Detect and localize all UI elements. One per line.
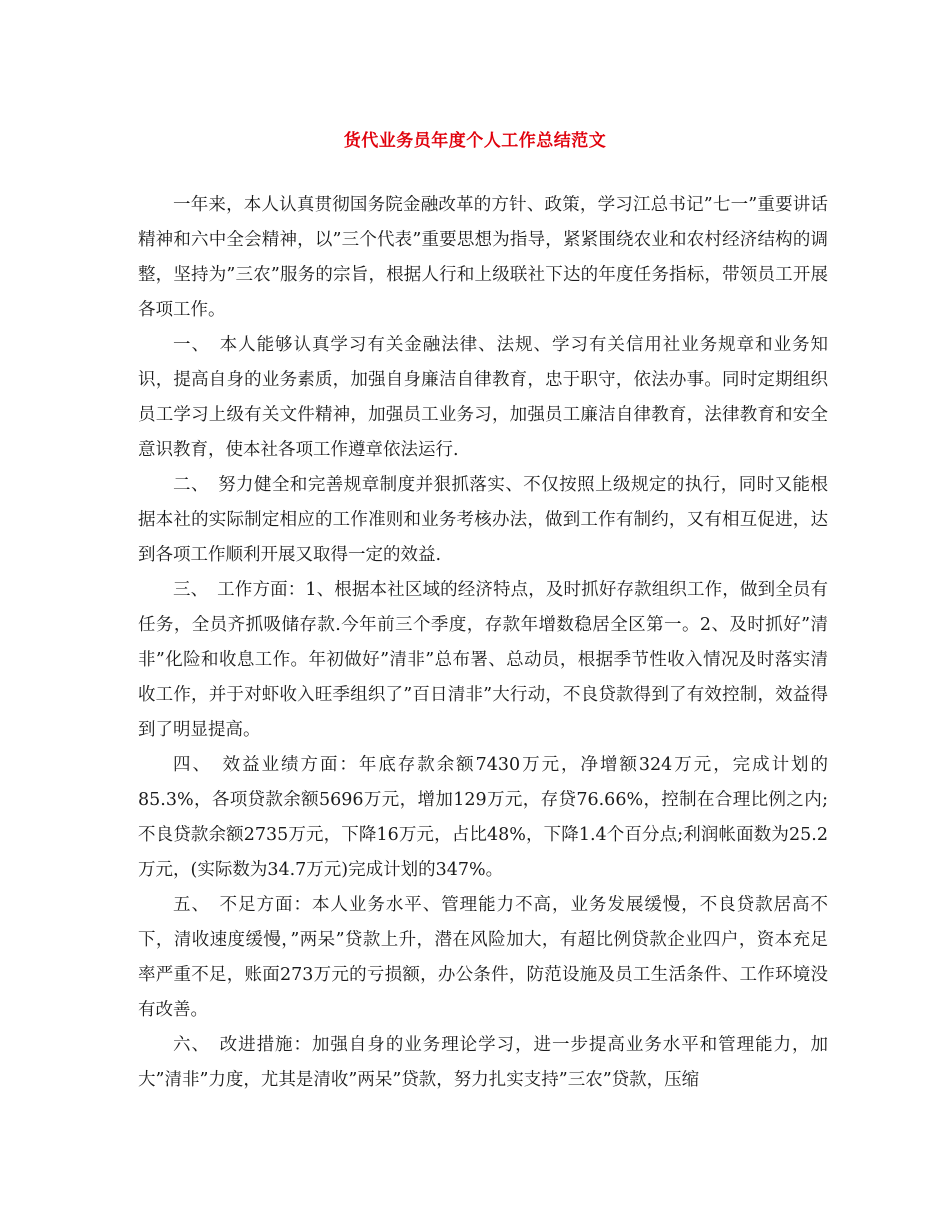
paragraph-6-improvements: 六、 改进措施：加强自身的业务理论学习，进一步提高业务水平和管理能力，加大”清非”力度，尤其是清收”两呆”贷款，努力扎实支持”三农”贷款，压缩 bbox=[138, 1035, 828, 1090]
paragraph-intro: 一年来，本人认真贯彻国务院金融改革的方针、政策，学习江总书记”七一”重要讲话精神和六中全会精神，以”三个代表”重要思想为指导，紧紧围绕农业和农村经济结构的调整，坚持为”三农”服务的宗旨，根据人行和上级联社下达的年度任务指标，带领员工开展各项工作。 bbox=[138, 195, 828, 320]
paragraph-3-work: 三、 工作方面：1、根据本社区域的经济特点，及时抓好存款组织工作，做到全员有任务，全员齐抓吸储存款.今年前三个季度，存款年增数稳居全区第一。2、及时抓好”清非”化险和收息工作。年初做好”清非”总布署、总动员，根据季节性收入情况及时落实清收工作，并于对虾收入旺季组织了”百日清非”大行动，不良贷款得到了有效控制，效益得到了明显提高。 bbox=[138, 580, 828, 740]
paragraph-4-performance: 四、 效益业绩方面：年底存款余额7430万元，净增额324万元，完成计划的85.3%，各项贷款余额5696万元，增加129万元，存贷76.66%，控制在合理比例之内;不良贷款余额2735万元，下降16万元，占比48%，下降1.4个百分点;利润帐面数为25.2万元，(实际数为34.7万元)完成计划的347%。 bbox=[138, 755, 828, 880]
paragraph-2-rules: 二、 努力健全和完善规章制度并狠抓落实、不仅按照上级规定的执行，同时又能根据本社的实际制定相应的工作准则和业务考核办法，做到工作有制约，又有相互促进，达到各项工作顺利开展又取得一定的效益. bbox=[138, 475, 828, 565]
document-title: 货代业务员年度个人工作总结范文 bbox=[343, 131, 607, 151]
paragraph-1-study: 一、 本人能够认真学习有关金融法律、法规、学习有关信用社业务规章和业务知识，提高自身的业务素质，加强自身廉洁自律教育，忠于职守，依法办事。同时定期组织员工学习上级有关文件精神，加强员工业务习，加强员工廉洁自律教育，法律教育和安全意识教育，使本社各项工作遵章依法运行. bbox=[138, 335, 828, 460]
paragraph-5-shortcomings: 五、 不足方面：本人业务水平、管理能力不高，业务发展缓慢，不良贷款居高不下，清收速度缓慢，”两呆”贷款上升，潜在风险加大，有超比例贷款企业四户，资本充足率严重不足，账面273万元的亏损额，办公条件，防范设施及员工生活条件、工作环境没有改善。 bbox=[138, 895, 828, 1020]
document-body bbox=[138, 188, 828, 1098]
